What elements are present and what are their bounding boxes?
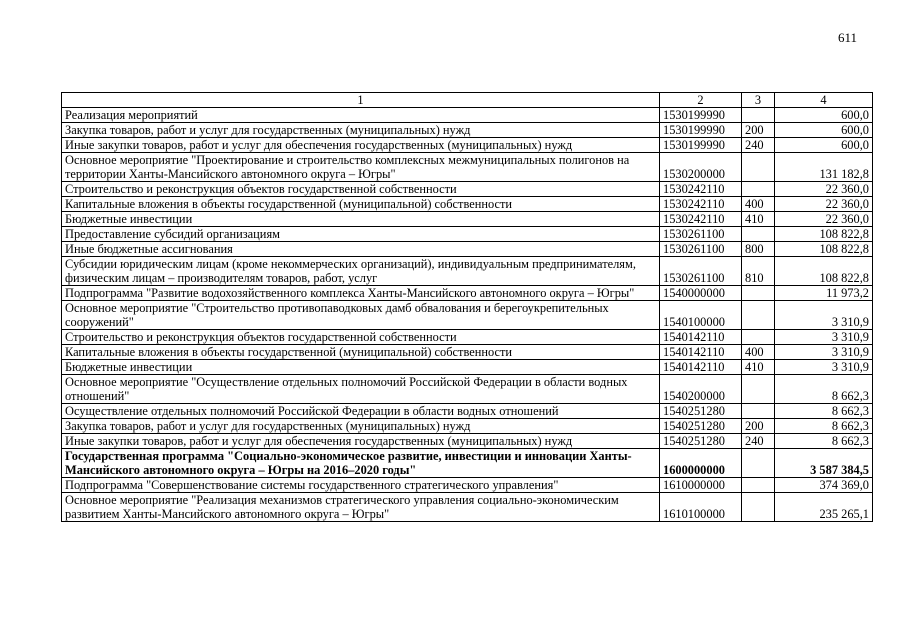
row-name: Субсидии юридическим лицам (кроме некоммерческих организаций), индивидуальным предпринимателям, физическим лицам – производителям товаров, работ, услуг — [62, 257, 660, 286]
row-sum: 3 310,9 — [775, 360, 873, 375]
row-code: 1540200000 — [660, 375, 742, 404]
row-name: Основное мероприятие "Реализация механизмов стратегического управления социально-экономическим развитием Ханты-Мансийского автономного округа – Югры" — [62, 493, 660, 522]
row-code: 1530242110 — [660, 182, 742, 197]
row-sum: 3 310,9 — [775, 330, 873, 345]
row-type — [742, 330, 775, 345]
row-name: Государственная программа "Социально-экономическое развитие, инвестиции и инновации Ханты-Мансийского автономного округа – Югры на 2016–2020 годы" — [62, 449, 660, 478]
table-row — [62, 182, 873, 197]
row-sum: 11 973,2 — [775, 286, 873, 301]
row-type: 810 — [742, 257, 775, 286]
row-name: Основное мероприятие "Осуществление отдельных полномочий Российской Федерации в области водных отношений" — [62, 375, 660, 404]
table-row — [62, 153, 873, 182]
row-type: 240 — [742, 138, 775, 153]
row-name: Иные закупки товаров, работ и услуг для обеспечения государственных (муниципальных) нужд — [62, 434, 660, 449]
page-number: 611 — [838, 30, 858, 45]
row-type — [742, 286, 775, 301]
row-code: 1540142110 — [660, 330, 742, 345]
table-row — [62, 123, 873, 138]
row-type — [742, 153, 775, 182]
row-sum: 108 822,8 — [775, 227, 873, 242]
table-row — [62, 330, 873, 345]
row-code: 1610100000 — [660, 493, 742, 522]
row-sum: 131 182,8 — [775, 153, 873, 182]
table-row — [62, 257, 873, 286]
row-name: Закупка товаров, работ и услуг для государственных (муниципальных) нужд — [62, 123, 660, 138]
header-col-1: 1 — [62, 93, 660, 108]
row-sum: 8 662,3 — [775, 419, 873, 434]
table-row — [62, 301, 873, 330]
row-name: Бюджетные инвестиции — [62, 212, 660, 227]
row-type: 240 — [742, 434, 775, 449]
row-type: 400 — [742, 345, 775, 360]
table-row — [62, 360, 873, 375]
row-sum: 108 822,8 — [775, 257, 873, 286]
row-sum: 3 587 384,5 — [775, 449, 873, 478]
table-row — [62, 345, 873, 360]
row-code: 1540251280 — [660, 404, 742, 419]
row-type — [742, 478, 775, 493]
table-row — [62, 434, 873, 449]
row-type: 800 — [742, 242, 775, 257]
row-name: Иные закупки товаров, работ и услуг для обеспечения государственных (муниципальных) нужд — [62, 138, 660, 153]
row-sum: 22 360,0 — [775, 182, 873, 197]
row-code: 1530261100 — [660, 257, 742, 286]
row-type: 200 — [742, 419, 775, 434]
row-name: Капитальные вложения в объекты государственной (муниципальной) собственности — [62, 345, 660, 360]
row-type: 400 — [742, 197, 775, 212]
row-code: 1530199990 — [660, 108, 742, 123]
row-name: Строительство и реконструкция объектов государственной собственности — [62, 182, 660, 197]
row-type: 410 — [742, 360, 775, 375]
row-code: 1530200000 — [660, 153, 742, 182]
row-sum: 22 360,0 — [775, 197, 873, 212]
row-type — [742, 301, 775, 330]
row-sum: 3 310,9 — [775, 301, 873, 330]
row-name: Основное мероприятие "Проектирование и строительство комплексных межмуниципальных полигонов на территории Ханты-Мансийского автономного округа – Югры" — [62, 153, 660, 182]
table-row — [62, 138, 873, 153]
row-sum: 108 822,8 — [775, 242, 873, 257]
row-name: Предоставление субсидий организациям — [62, 227, 660, 242]
row-code: 1540251280 — [660, 434, 742, 449]
row-code: 1600000000 — [660, 449, 742, 478]
row-name: Закупка товаров, работ и услуг для государственных (муниципальных) нужд — [62, 419, 660, 434]
table-row — [62, 286, 873, 301]
row-code: 1540251280 — [660, 419, 742, 434]
row-type: 200 — [742, 123, 775, 138]
table-row — [62, 419, 873, 434]
row-sum: 3 310,9 — [775, 345, 873, 360]
row-type — [742, 449, 775, 478]
row-sum: 374 369,0 — [775, 478, 873, 493]
row-name: Бюджетные инвестиции — [62, 360, 660, 375]
row-code: 1540142110 — [660, 345, 742, 360]
table-row-program — [62, 449, 873, 478]
row-name: Основное мероприятие "Строительство противопаводковых дамб обвалования и берегоукрепительных сооружений" — [62, 301, 660, 330]
row-sum: 600,0 — [775, 123, 873, 138]
row-code: 1610000000 — [660, 478, 742, 493]
row-sum: 8 662,3 — [775, 434, 873, 449]
budget-table — [61, 92, 873, 522]
table-row — [62, 404, 873, 419]
row-code: 1530199990 — [660, 123, 742, 138]
row-type — [742, 227, 775, 242]
row-name: Подпрограмма "Развитие водохозяйственного комплекса Ханты-Мансийского автономного округа – Югры" — [62, 286, 660, 301]
table-row — [62, 212, 873, 227]
row-name: Реализация мероприятий — [62, 108, 660, 123]
row-code: 1540100000 — [660, 301, 742, 330]
table-header-row — [62, 93, 873, 108]
row-sum: 235 265,1 — [775, 493, 873, 522]
table-row — [62, 227, 873, 242]
row-type — [742, 493, 775, 522]
row-type — [742, 404, 775, 419]
table-row — [62, 493, 873, 522]
row-type: 410 — [742, 212, 775, 227]
table-row — [62, 375, 873, 404]
row-name: Капитальные вложения в объекты государственной (муниципальной) собственности — [62, 197, 660, 212]
row-sum: 8 662,3 — [775, 404, 873, 419]
table-row — [62, 197, 873, 212]
row-code: 1530261100 — [660, 242, 742, 257]
header-col-4: 4 — [775, 93, 873, 108]
row-code: 1530242110 — [660, 197, 742, 212]
row-name: Строительство и реконструкция объектов государственной собственности — [62, 330, 660, 345]
row-type — [742, 108, 775, 123]
table-row — [62, 478, 873, 493]
row-sum: 600,0 — [775, 108, 873, 123]
row-code: 1540142110 — [660, 360, 742, 375]
row-type — [742, 375, 775, 404]
row-code: 1530261100 — [660, 227, 742, 242]
header-col-2: 2 — [660, 93, 742, 108]
row-code: 1540000000 — [660, 286, 742, 301]
row-code: 1530242110 — [660, 212, 742, 227]
row-name: Осуществление отдельных полномочий Российской Федерации в области водных отношений — [62, 404, 660, 419]
row-name: Подпрограмма "Совершенствование системы государственного стратегического управления" — [62, 478, 660, 493]
row-sum: 8 662,3 — [775, 375, 873, 404]
table-row — [62, 242, 873, 257]
row-name: Иные бюджетные ассигнования — [62, 242, 660, 257]
table-row — [62, 108, 873, 123]
row-sum: 600,0 — [775, 138, 873, 153]
row-type — [742, 182, 775, 197]
row-sum: 22 360,0 — [775, 212, 873, 227]
header-col-3: 3 — [742, 93, 775, 108]
row-code: 1530199990 — [660, 138, 742, 153]
